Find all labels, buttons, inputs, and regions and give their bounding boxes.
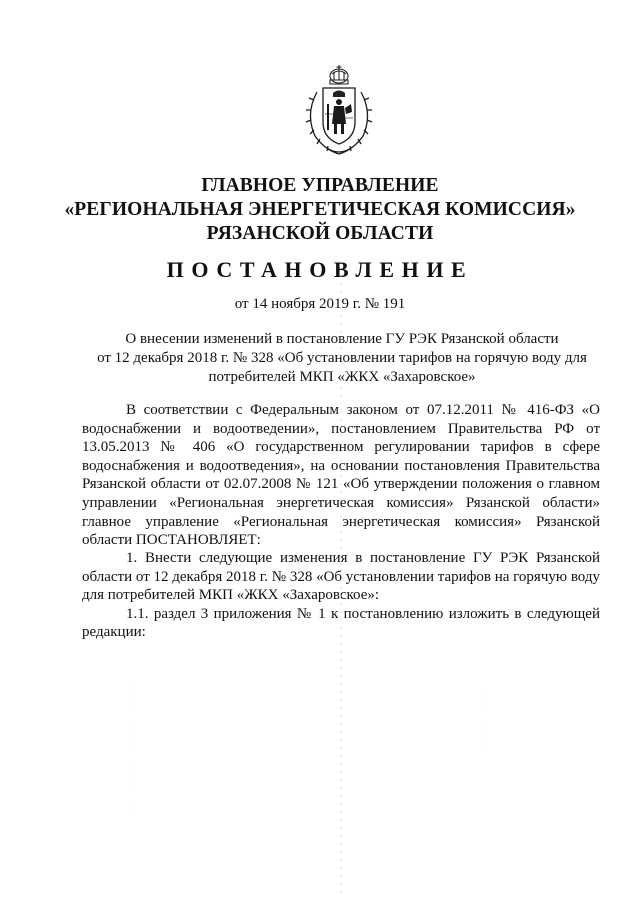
preamble-text: В соответствии с Федеральным законом от 07.12.2011 № 416-ФЗ «О водоснабжении и водоотведении», постановлением Правительства РФ от 13.05.2013 № 406 «О государственном регулировании тарифов в сфере водоснабжения и водоотведения», на основании постановления Правительства Рязанской области от 02.07.2008 № 121 «Об утверждении положения о главном управлении «Региональная энергетическая комиссия» Рязанской области» главное управление «Региональная энергетическая комиссия» Рязанской области ПОСТАНОВЛЯЕТ: [82,402,600,549]
item-1-1-text: 1.1. раздел 3 приложения № 1 к постановлению изложить в следующей редакции: [82,605,600,641]
preamble-paragraph [82,401,600,550]
subject-line-2: от 12 декабря 2018 г. № 328 «Об установлении тарифов на горячую воду для [97,350,587,366]
document-date-number: от 14 ноября 2019 г. № 191 [234,296,406,312]
org-name-line-2: «РЕГИОНАЛЬНАЯ ЭНЕРГЕТИЧЕСКАЯ КОМИССИЯ» [64,199,576,220]
resolution-items [82,549,600,642]
organization-header [0,174,640,246]
coat-of-arms-icon [299,62,379,158]
subject-line-1: О внесении изменений в постановление ГУ РЭК Рязанской области [125,331,559,347]
org-name-line-1: ГЛАВНОЕ УПРАВЛЕНИЕ [201,175,439,196]
document-type-title: ПОСТАНОВЛЕНИЕ [166,257,474,282]
document-subject [82,330,602,387]
item-1-text: 1. Внести следующие изменения в постановление ГУ РЭК Рязанской области от 12 декабря 2018 г. № 328 «Об установлении тарифов на горячую воду для потребителей МКП «ЖКХ «Захаровское»: [82,550,600,604]
org-name-line-3: РЯЗАНСКОЙ ОБЛАСТИ [206,223,434,244]
subject-line-3: потребителей МКП «ЖКХ «Захаровское» [208,369,476,385]
